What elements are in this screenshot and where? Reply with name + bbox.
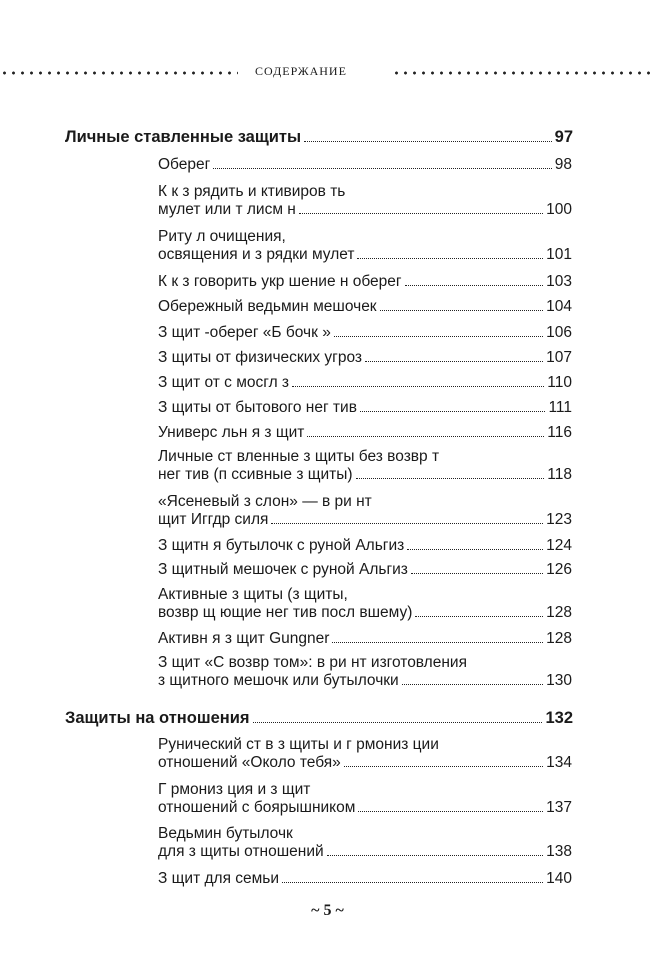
toc-entry: З щит для семьи 140 bbox=[158, 870, 572, 887]
toc-entry: З щитный мешочек с руной Альгиз 126 bbox=[158, 561, 572, 578]
toc-entry: Г рмониз ция и з щит отношений с боярышником 137 bbox=[158, 781, 572, 816]
toc-entry: Активн я з щит Gungner 128 bbox=[158, 630, 572, 647]
toc-entry: Активные з щиты (з щиты, возвр щ ющие нег тив посл вшему) 128 bbox=[158, 586, 572, 621]
toc-entry: З щиты от физических угроз 107 bbox=[158, 349, 572, 366]
toc-section-relationship-protections bbox=[65, 709, 573, 728]
running-header bbox=[0, 64, 655, 82]
toc-entry: Личные ст вленные з щиты без возвр т нег тив (п ссивные з щиты) 118 bbox=[158, 448, 572, 483]
section-page: 97 bbox=[554, 128, 573, 146]
toc-entry: З щит «С возвр том»: в ри нт изготовления з щитного мешочк или бутылочки 130 bbox=[158, 654, 572, 689]
header-title: СОДЕРЖАНИЕ bbox=[255, 64, 347, 78]
toc-entry: К к з говорить укр шение н оберег 103 bbox=[158, 273, 572, 290]
toc-entry: «Ясеневый з слон» — в ри нт щит Иггдр силя 123 bbox=[158, 493, 572, 528]
toc-entry: Риту л очищения, освящения и з рядки мулет 101 bbox=[158, 228, 572, 263]
toc-section-personal-protections bbox=[65, 128, 573, 147]
page-number: ~ 5 ~ bbox=[311, 902, 344, 919]
toc-entry: К к з рядить и ктивиров ть мулет или т лисм н 100 bbox=[158, 183, 572, 218]
section-title: Личные ставленные защиты bbox=[65, 128, 302, 146]
toc-entry: Обережный ведьмин мешочек 104 bbox=[158, 298, 572, 315]
header-dotted-rule-left bbox=[0, 71, 238, 75]
toc-entry: З щитн я бутылочк с руной Альгиз 124 bbox=[158, 537, 572, 554]
toc-entry: З щиты от бытового нег тив 111 bbox=[158, 399, 572, 416]
toc-entry: З щит -оберег «Б бочк » 106 bbox=[158, 324, 572, 341]
section-title: Защиты на отношения bbox=[65, 709, 250, 727]
toc-entry: Универс льн я з щит 116 bbox=[158, 424, 572, 441]
toc-entry: Рунический ст в з щиты и г рмониз ции отношений «Около тебя» 134 bbox=[158, 736, 572, 771]
section-page: 132 bbox=[545, 709, 573, 727]
toc-entry: З щит от с мосгл з 110 bbox=[158, 374, 572, 391]
toc-entry: Ведьмин бутылочк для з щиты отношений 138 bbox=[158, 825, 572, 860]
toc-entry: Оберег 98 bbox=[158, 156, 572, 173]
header-dotted-rule-right bbox=[392, 71, 655, 75]
